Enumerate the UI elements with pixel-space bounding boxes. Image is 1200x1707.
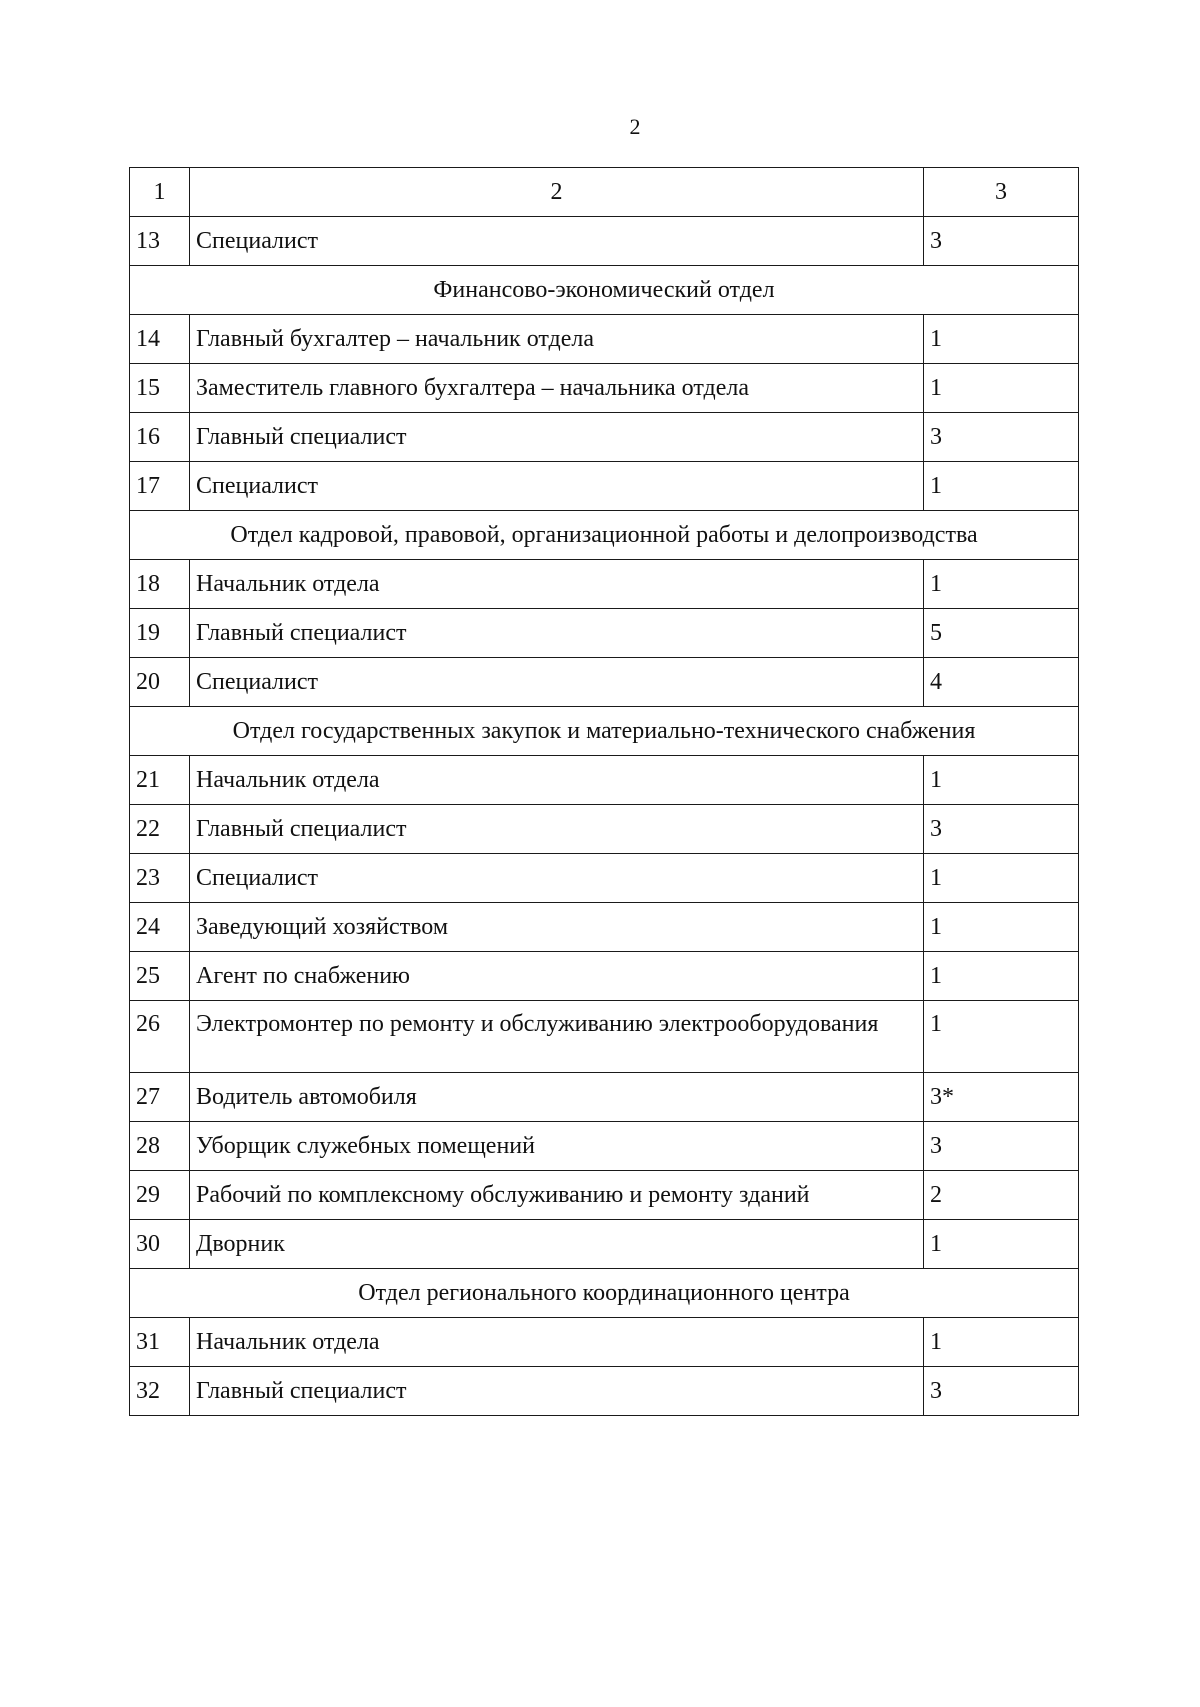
table-row	[130, 1171, 1079, 1220]
position-count: 3	[924, 217, 1079, 266]
row-number: 17	[130, 462, 190, 511]
position-title: Специалист	[190, 217, 924, 266]
row-number: 32	[130, 1367, 190, 1416]
position-title: Главный специалист	[190, 413, 924, 462]
position-title: Главный бухгалтер – начальник отдела	[190, 315, 924, 364]
position-title: Уборщик служебных помещений	[190, 1122, 924, 1171]
position-count: 3*	[924, 1073, 1079, 1122]
row-number: 28	[130, 1122, 190, 1171]
table-row	[130, 903, 1079, 952]
table-row	[130, 364, 1079, 413]
position-count: 3	[924, 1122, 1079, 1171]
position-title: Электромонтер по ремонту и обслуживанию электрооборудования	[190, 1001, 924, 1073]
section-header-row	[130, 1269, 1079, 1318]
row-number: 20	[130, 658, 190, 707]
position-title: Дворник	[190, 1220, 924, 1269]
table-row	[130, 462, 1079, 511]
position-title: Начальник отдела	[190, 560, 924, 609]
row-number: 23	[130, 854, 190, 903]
position-title: Главный специалист	[190, 1367, 924, 1416]
position-count: 1	[924, 1220, 1079, 1269]
table-header-row	[130, 168, 1079, 217]
table-row	[130, 952, 1079, 1001]
section-header-row	[130, 266, 1079, 315]
position-count: 1	[924, 315, 1079, 364]
row-number: 19	[130, 609, 190, 658]
table-row	[130, 1001, 1079, 1073]
table-row	[130, 805, 1079, 854]
row-number: 31	[130, 1318, 190, 1367]
row-number: 22	[130, 805, 190, 854]
section-title: Отдел государственных закупок и материально-технического снабжения	[130, 707, 1079, 756]
staffing-table	[129, 167, 1079, 1416]
section-title: Финансово-экономический отдел	[130, 266, 1079, 315]
position-count: 2	[924, 1171, 1079, 1220]
position-count: 1	[924, 364, 1079, 413]
position-title: Главный специалист	[190, 805, 924, 854]
section-header-row	[130, 511, 1079, 560]
position-count: 5	[924, 609, 1079, 658]
row-number: 14	[130, 315, 190, 364]
position-title: Начальник отдела	[190, 1318, 924, 1367]
position-title: Начальник отдела	[190, 756, 924, 805]
row-number: 27	[130, 1073, 190, 1122]
table-row	[130, 217, 1079, 266]
table-row	[130, 658, 1079, 707]
position-count: 3	[924, 805, 1079, 854]
position-count: 1	[924, 1001, 1079, 1073]
row-number: 29	[130, 1171, 190, 1220]
table-row	[130, 1073, 1079, 1122]
position-count: 1	[924, 854, 1079, 903]
position-title: Агент по снабжению	[190, 952, 924, 1001]
position-title: Рабочий по комплексному обслуживанию и ремонту зданий	[190, 1171, 924, 1220]
table-row	[130, 854, 1079, 903]
position-title: Специалист	[190, 462, 924, 511]
position-count: 1	[924, 756, 1079, 805]
position-count: 1	[924, 952, 1079, 1001]
table-row	[130, 1367, 1079, 1416]
table-row	[130, 560, 1079, 609]
position-count: 3	[924, 1367, 1079, 1416]
table-row	[130, 315, 1079, 364]
section-title: Отдел регионального координационного центра	[130, 1269, 1079, 1318]
position-title: Специалист	[190, 854, 924, 903]
row-number: 13	[130, 217, 190, 266]
header-cell-count: 3	[924, 168, 1079, 217]
row-number: 15	[130, 364, 190, 413]
position-title: Главный специалист	[190, 609, 924, 658]
position-title: Водитель автомобиля	[190, 1073, 924, 1122]
page-number: 2	[629, 114, 641, 139]
table-row	[130, 1318, 1079, 1367]
header-cell-title: 2	[190, 168, 924, 217]
header-cell-number: 1	[130, 168, 190, 217]
position-count: 4	[924, 658, 1079, 707]
table-row	[130, 413, 1079, 462]
staffing-table-body	[130, 168, 1079, 1416]
row-number: 26	[130, 1001, 190, 1073]
table-row	[130, 756, 1079, 805]
row-number: 24	[130, 903, 190, 952]
position-count: 1	[924, 1318, 1079, 1367]
row-number: 30	[130, 1220, 190, 1269]
section-header-row	[130, 707, 1079, 756]
position-title: Специалист	[190, 658, 924, 707]
row-number: 21	[130, 756, 190, 805]
row-number: 25	[130, 952, 190, 1001]
position-count: 1	[924, 903, 1079, 952]
table-row	[130, 1122, 1079, 1171]
section-title: Отдел кадровой, правовой, организационной работы и делопроизводства	[130, 511, 1079, 560]
row-number: 18	[130, 560, 190, 609]
position-count: 3	[924, 413, 1079, 462]
position-title: Заведующий хозяйством	[190, 903, 924, 952]
table-row	[130, 609, 1079, 658]
position-count: 1	[924, 462, 1079, 511]
table-row	[130, 1220, 1079, 1269]
position-count: 1	[924, 560, 1079, 609]
row-number: 16	[130, 413, 190, 462]
position-title: Заместитель главного бухгалтера – начальника отдела	[190, 364, 924, 413]
